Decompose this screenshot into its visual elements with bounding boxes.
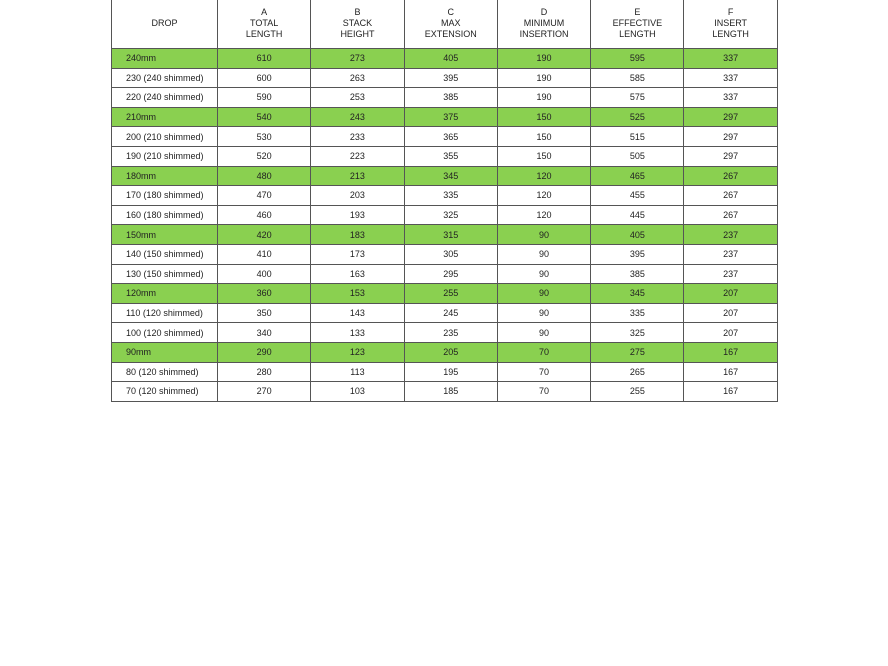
table-cell-a-total-length: 470: [218, 186, 311, 206]
table-cell-c-max-extension: 195: [404, 362, 497, 382]
table-header: [112, 0, 778, 49]
column-header-line: E: [634, 7, 641, 17]
column-header-line: EFFECTIVE: [612, 18, 663, 28]
table-cell-a-total-length: 540: [218, 107, 311, 127]
column-header-line: TOTAL: [250, 18, 279, 28]
table-cell-drop: 230 (240 shimmed): [112, 68, 218, 88]
table-cell-b-stack-height: 273: [311, 49, 404, 69]
table-cell-d-minimum-insertion: 190: [497, 49, 590, 69]
table-row: [112, 382, 778, 402]
table-cell-e-effective-length: 445: [591, 205, 684, 225]
column-header-line: A: [261, 7, 268, 17]
table-cell-a-total-length: 350: [218, 303, 311, 323]
table-cell-f-insert-length: 337: [684, 68, 777, 88]
table-cell-a-total-length: 420: [218, 225, 311, 245]
table-row-highlighted: [112, 166, 778, 186]
table-cell-e-effective-length: 345: [591, 284, 684, 304]
table-cell-a-total-length: 290: [218, 342, 311, 362]
table-cell-d-minimum-insertion: 190: [497, 88, 590, 108]
table-cell-d-minimum-insertion: 120: [497, 166, 590, 186]
table-cell-e-effective-length: 455: [591, 186, 684, 206]
column-header-line: D: [540, 7, 548, 17]
table-cell-d-minimum-insertion: 90: [497, 323, 590, 343]
column-header-line: LENGTH: [245, 29, 283, 39]
table-cell-a-total-length: 460: [218, 205, 311, 225]
table-cell-c-max-extension: 335: [404, 186, 497, 206]
table-cell-drop: 130 (150 shimmed): [112, 264, 218, 284]
table-cell-e-effective-length: 465: [591, 166, 684, 186]
table-cell-f-insert-length: 297: [684, 127, 777, 147]
table-cell-e-effective-length: 575: [591, 88, 684, 108]
table-cell-a-total-length: 340: [218, 323, 311, 343]
table-cell-a-total-length: 360: [218, 284, 311, 304]
table-cell-f-insert-length: 167: [684, 342, 777, 362]
table-cell-drop: 240mm: [112, 49, 218, 69]
table-cell-b-stack-height: 243: [311, 107, 404, 127]
table-cell-e-effective-length: 335: [591, 303, 684, 323]
table-cell-a-total-length: 410: [218, 244, 311, 264]
table-cell-e-effective-length: 255: [591, 382, 684, 402]
table-cell-b-stack-height: 193: [311, 205, 404, 225]
table-row: [112, 205, 778, 225]
table-cell-f-insert-length: 297: [684, 107, 777, 127]
column-header-e-effective-length: [591, 0, 684, 49]
table-cell-c-max-extension: 315: [404, 225, 497, 245]
column-header-line: F: [727, 7, 734, 17]
column-header-line: EXTENSION: [424, 29, 477, 39]
table-cell-f-insert-length: 237: [684, 225, 777, 245]
table-cell-f-insert-length: 207: [684, 284, 777, 304]
table-cell-d-minimum-insertion: 190: [497, 68, 590, 88]
table-row: [112, 362, 778, 382]
table-cell-drop: 80 (120 shimmed): [112, 362, 218, 382]
table-cell-f-insert-length: 167: [684, 382, 777, 402]
table-cell-c-max-extension: 365: [404, 127, 497, 147]
table-cell-drop: 220 (240 shimmed): [112, 88, 218, 108]
table-cell-f-insert-length: 267: [684, 205, 777, 225]
column-header-f-insert-length: [684, 0, 777, 49]
table-cell-b-stack-height: 163: [311, 264, 404, 284]
column-header-line: DROP: [151, 18, 178, 28]
table-row: [112, 323, 778, 343]
table-row: [112, 146, 778, 166]
table-cell-a-total-length: 400: [218, 264, 311, 284]
table-cell-d-minimum-insertion: 90: [497, 303, 590, 323]
table-cell-e-effective-length: 585: [591, 68, 684, 88]
table-cell-d-minimum-insertion: 120: [497, 186, 590, 206]
table-cell-e-effective-length: 405: [591, 225, 684, 245]
table-cell-a-total-length: 280: [218, 362, 311, 382]
column-header-line: B: [354, 7, 361, 17]
table-cell-d-minimum-insertion: 70: [497, 342, 590, 362]
table-cell-b-stack-height: 133: [311, 323, 404, 343]
table-cell-d-minimum-insertion: 150: [497, 107, 590, 127]
table-cell-b-stack-height: 153: [311, 284, 404, 304]
table-cell-d-minimum-insertion: 90: [497, 225, 590, 245]
table-cell-c-max-extension: 375: [404, 107, 497, 127]
table-cell-a-total-length: 530: [218, 127, 311, 147]
table-cell-drop: 210mm: [112, 107, 218, 127]
column-header-line: HEIGHT: [340, 29, 375, 39]
table-cell-a-total-length: 480: [218, 166, 311, 186]
column-header-line: INSERT: [714, 18, 748, 28]
table-cell-c-max-extension: 235: [404, 323, 497, 343]
table-cell-c-max-extension: 185: [404, 382, 497, 402]
table-row-highlighted: [112, 107, 778, 127]
table-cell-f-insert-length: 237: [684, 264, 777, 284]
table-cell-a-total-length: 610: [218, 49, 311, 69]
column-header-line: LENGTH: [619, 29, 656, 39]
table-cell-e-effective-length: 595: [591, 49, 684, 69]
table-cell-c-max-extension: 395: [404, 68, 497, 88]
table-cell-drop: 150mm: [112, 225, 218, 245]
table-cell-c-max-extension: 295: [404, 264, 497, 284]
table-cell-f-insert-length: 337: [684, 49, 777, 69]
table-cell-c-max-extension: 405: [404, 49, 497, 69]
table-cell-b-stack-height: 143: [311, 303, 404, 323]
table-row: [112, 88, 778, 108]
table-cell-a-total-length: 520: [218, 146, 311, 166]
table-row: [112, 264, 778, 284]
table-cell-d-minimum-insertion: 120: [497, 205, 590, 225]
table-cell-e-effective-length: 515: [591, 127, 684, 147]
table-cell-drop: 180mm: [112, 166, 218, 186]
table-cell-e-effective-length: 325: [591, 323, 684, 343]
table-row-highlighted: [112, 225, 778, 245]
column-header-b-stack-height: [311, 0, 404, 49]
column-header-d-minimum-insertion: [497, 0, 590, 49]
table-cell-f-insert-length: 167: [684, 362, 777, 382]
table-cell-e-effective-length: 505: [591, 146, 684, 166]
table-row-highlighted: [112, 49, 778, 69]
table-row: [112, 244, 778, 264]
column-header-c-max-extension: [404, 0, 497, 49]
table-row: [112, 127, 778, 147]
table-cell-d-minimum-insertion: 150: [497, 146, 590, 166]
column-header-line: STACK: [342, 18, 373, 28]
table-cell-c-max-extension: 325: [404, 205, 497, 225]
table-cell-drop: 90mm: [112, 342, 218, 362]
column-header-line: MINIMUM: [523, 18, 565, 28]
table-cell-b-stack-height: 213: [311, 166, 404, 186]
table-cell-d-minimum-insertion: 150: [497, 127, 590, 147]
table-row: [112, 303, 778, 323]
table-cell-b-stack-height: 103: [311, 382, 404, 402]
table-cell-e-effective-length: 265: [591, 362, 684, 382]
table-cell-d-minimum-insertion: 90: [497, 264, 590, 284]
table-cell-b-stack-height: 233: [311, 127, 404, 147]
table-cell-c-max-extension: 385: [404, 88, 497, 108]
table-cell-f-insert-length: 267: [684, 186, 777, 206]
table-cell-c-max-extension: 245: [404, 303, 497, 323]
column-header-a-total-length: [218, 0, 311, 49]
table-cell-c-max-extension: 205: [404, 342, 497, 362]
table-cell-b-stack-height: 183: [311, 225, 404, 245]
column-header-line: C: [447, 7, 454, 17]
table-cell-drop: 140 (150 shimmed): [112, 244, 218, 264]
table-cell-e-effective-length: 525: [591, 107, 684, 127]
table-cell-drop: 100 (120 shimmed): [112, 323, 218, 343]
table-cell-e-effective-length: 385: [591, 264, 684, 284]
table-cell-drop: 190 (210 shimmed): [112, 146, 218, 166]
table-cell-b-stack-height: 263: [311, 68, 404, 88]
table-cell-a-total-length: 270: [218, 382, 311, 402]
table-cell-f-insert-length: 337: [684, 88, 777, 108]
table-cell-b-stack-height: 123: [311, 342, 404, 362]
table-cell-f-insert-length: 207: [684, 303, 777, 323]
table-cell-b-stack-height: 253: [311, 88, 404, 108]
table-cell-d-minimum-insertion: 70: [497, 382, 590, 402]
table-cell-f-insert-length: 267: [684, 166, 777, 186]
table-cell-f-insert-length: 237: [684, 244, 777, 264]
table-cell-a-total-length: 600: [218, 68, 311, 88]
table-cell-d-minimum-insertion: 90: [497, 244, 590, 264]
table-cell-c-max-extension: 255: [404, 284, 497, 304]
column-header-drop: [112, 0, 218, 49]
table-row: [112, 68, 778, 88]
table-cell-e-effective-length: 275: [591, 342, 684, 362]
table-cell-f-insert-length: 297: [684, 146, 777, 166]
header-row: [112, 0, 778, 49]
table-cell-c-max-extension: 305: [404, 244, 497, 264]
table-cell-a-total-length: 590: [218, 88, 311, 108]
table-cell-b-stack-height: 113: [311, 362, 404, 382]
table-cell-d-minimum-insertion: 70: [497, 362, 590, 382]
table-cell-b-stack-height: 173: [311, 244, 404, 264]
table-cell-c-max-extension: 345: [404, 166, 497, 186]
table-cell-drop: 110 (120 shimmed): [112, 303, 218, 323]
table-cell-c-max-extension: 355: [404, 146, 497, 166]
table-cell-f-insert-length: 207: [684, 323, 777, 343]
table-cell-drop: 160 (180 shimmed): [112, 205, 218, 225]
column-header-line: INSERTION: [519, 29, 569, 39]
table-cell-d-minimum-insertion: 90: [497, 284, 590, 304]
table-cell-drop: 170 (180 shimmed): [112, 186, 218, 206]
table-row: [112, 186, 778, 206]
table-cell-drop: 70 (120 shimmed): [112, 382, 218, 402]
table-row-highlighted: [112, 284, 778, 304]
dropper-post-spec-table: [111, 0, 778, 402]
table-cell-e-effective-length: 395: [591, 244, 684, 264]
table-body: [112, 49, 778, 402]
table-cell-drop: 200 (210 shimmed): [112, 127, 218, 147]
table-row-highlighted: [112, 342, 778, 362]
table-cell-drop: 120mm: [112, 284, 218, 304]
table-cell-b-stack-height: 203: [311, 186, 404, 206]
column-header-line: LENGTH: [712, 29, 749, 39]
column-header-line: MAX: [440, 18, 461, 28]
table-cell-b-stack-height: 223: [311, 146, 404, 166]
